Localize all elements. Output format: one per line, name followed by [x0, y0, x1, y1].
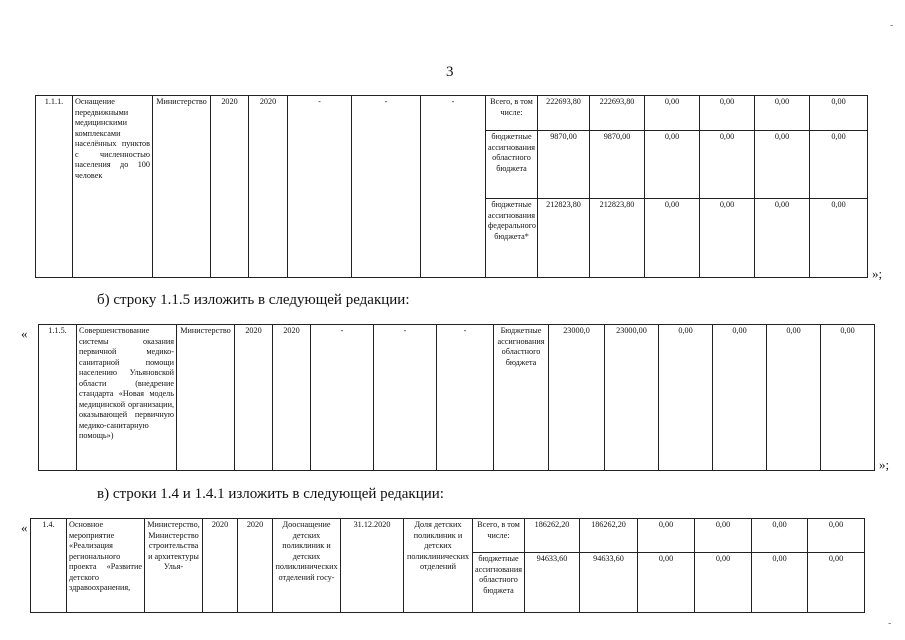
year-start: 2020 [203, 519, 238, 613]
value-cell: 0,00 [808, 519, 865, 553]
source-total: Всего, в том числе: [486, 96, 538, 131]
value-cell: 0,00 [755, 96, 810, 131]
value-cell: 94633,60 [580, 553, 638, 613]
value-cell: 0,00 [752, 519, 808, 553]
value-cell: 0,00 [810, 96, 868, 131]
target-indicator: - [421, 96, 486, 278]
value-cell: 0,00 [695, 553, 752, 613]
value-cell: 0,00 [700, 199, 755, 278]
row-number: 1.1.5. [39, 325, 77, 471]
source-regional: бюджетные ассигнования областного бюджета [473, 553, 525, 613]
value-cell: 9870,00 [538, 131, 590, 199]
indicator: Дооснащение детских поликлиник и детских поликлинических отделений госу- [273, 519, 341, 613]
open-quote: « [21, 326, 28, 341]
source-regional: бюджетные ассигнования областного бюджета [486, 131, 538, 199]
value-cell: 9870,00 [590, 131, 645, 199]
value-cell: 0,00 [645, 131, 700, 199]
value-cell: 186262,20 [525, 519, 580, 553]
value-cell: 0,00 [645, 96, 700, 131]
row-number: 1.1.1. [36, 96, 73, 278]
value-cell: 0,00 [638, 519, 695, 553]
value-cell: 0,00 [821, 325, 875, 471]
value-cell: 0,00 [810, 199, 868, 278]
value-cell: 0,00 [755, 199, 810, 278]
value-cell: 94633,60 [525, 553, 580, 613]
value-cell: 0,00 [645, 199, 700, 278]
open-quote: « [21, 520, 28, 535]
value-cell: 222693,80 [590, 96, 645, 131]
measure-name: Оснащение передвижными медицинскими комплексами населённых пунктов с численностью населения до 100 человек [73, 96, 153, 278]
source-regional: Бюджетные ассигнования областного бюджета [494, 325, 549, 471]
value-cell: 186262,20 [580, 519, 638, 553]
value-cell: 212823,80 [538, 199, 590, 278]
target-date: - [352, 96, 421, 278]
year-end: 2020 [238, 519, 273, 613]
scan-mark: - [888, 618, 892, 629]
executor: Министерство, Министерство строительства и архитектуры Улья- [145, 519, 203, 613]
value-cell: 0,00 [695, 519, 752, 553]
table-row-1-1-1 [35, 95, 868, 278]
value-cell: 0,00 [638, 553, 695, 613]
measure-name: Совершенствование системы оказания первичной медико-санитарной помощи населению Ульяновской области (внедрение стандарта «Новая модель медицинской организации, оказывающей первичную медико-санитарную помощь») [77, 325, 177, 471]
executor: Министерство [177, 325, 235, 471]
value-cell: 0,00 [808, 553, 865, 613]
target-date: - [374, 325, 437, 471]
value-cell: 212823,80 [590, 199, 645, 278]
indicator: - [311, 325, 374, 471]
executor: Министерство [153, 96, 211, 278]
page-number: 3 [446, 64, 454, 80]
value-cell: 0,00 [810, 131, 868, 199]
table-row-1-4 [30, 518, 865, 613]
closing-quote: »; [879, 457, 890, 472]
year-end: 2020 [249, 96, 288, 278]
value-cell: 0,00 [755, 131, 810, 199]
value-cell: 0,00 [700, 131, 755, 199]
value-cell: 0,00 [752, 553, 808, 613]
scan-mark: - [890, 20, 894, 31]
table-row-1-1-5 [38, 324, 875, 471]
source-total: Всего, в том числе: [473, 519, 525, 553]
target-indicator: Доля детских поликлиник и детских поликлинических отделений [404, 519, 473, 613]
row-number: 1.4. [31, 519, 67, 613]
indicator: - [288, 96, 352, 278]
year-end: 2020 [273, 325, 311, 471]
year-start: 2020 [235, 325, 273, 471]
measure-name: Основное мероприятие «Реализация регионального проекта «Развитие детского здравоохранения, [67, 519, 145, 613]
value-cell: 0,00 [767, 325, 821, 471]
heading-c: в) строки 1.4 и 1.4.1 изложить в следующей редакции: [97, 486, 444, 502]
source-federal: бюджетные ассигнования федерального бюджета* [486, 199, 538, 278]
value-cell: 222693,80 [538, 96, 590, 131]
value-cell: 23000,0 [549, 325, 605, 471]
target-indicator: - [437, 325, 494, 471]
heading-b: б) строку 1.1.5 изложить в следующей редакции: [97, 292, 410, 308]
year-start: 2020 [211, 96, 249, 278]
closing-quote: »; [872, 266, 883, 281]
value-cell: 0,00 [700, 96, 755, 131]
value-cell: 23000,00 [605, 325, 659, 471]
target-date: 31.12.2020 [341, 519, 404, 613]
value-cell: 0,00 [659, 325, 713, 471]
value-cell: 0,00 [713, 325, 767, 471]
